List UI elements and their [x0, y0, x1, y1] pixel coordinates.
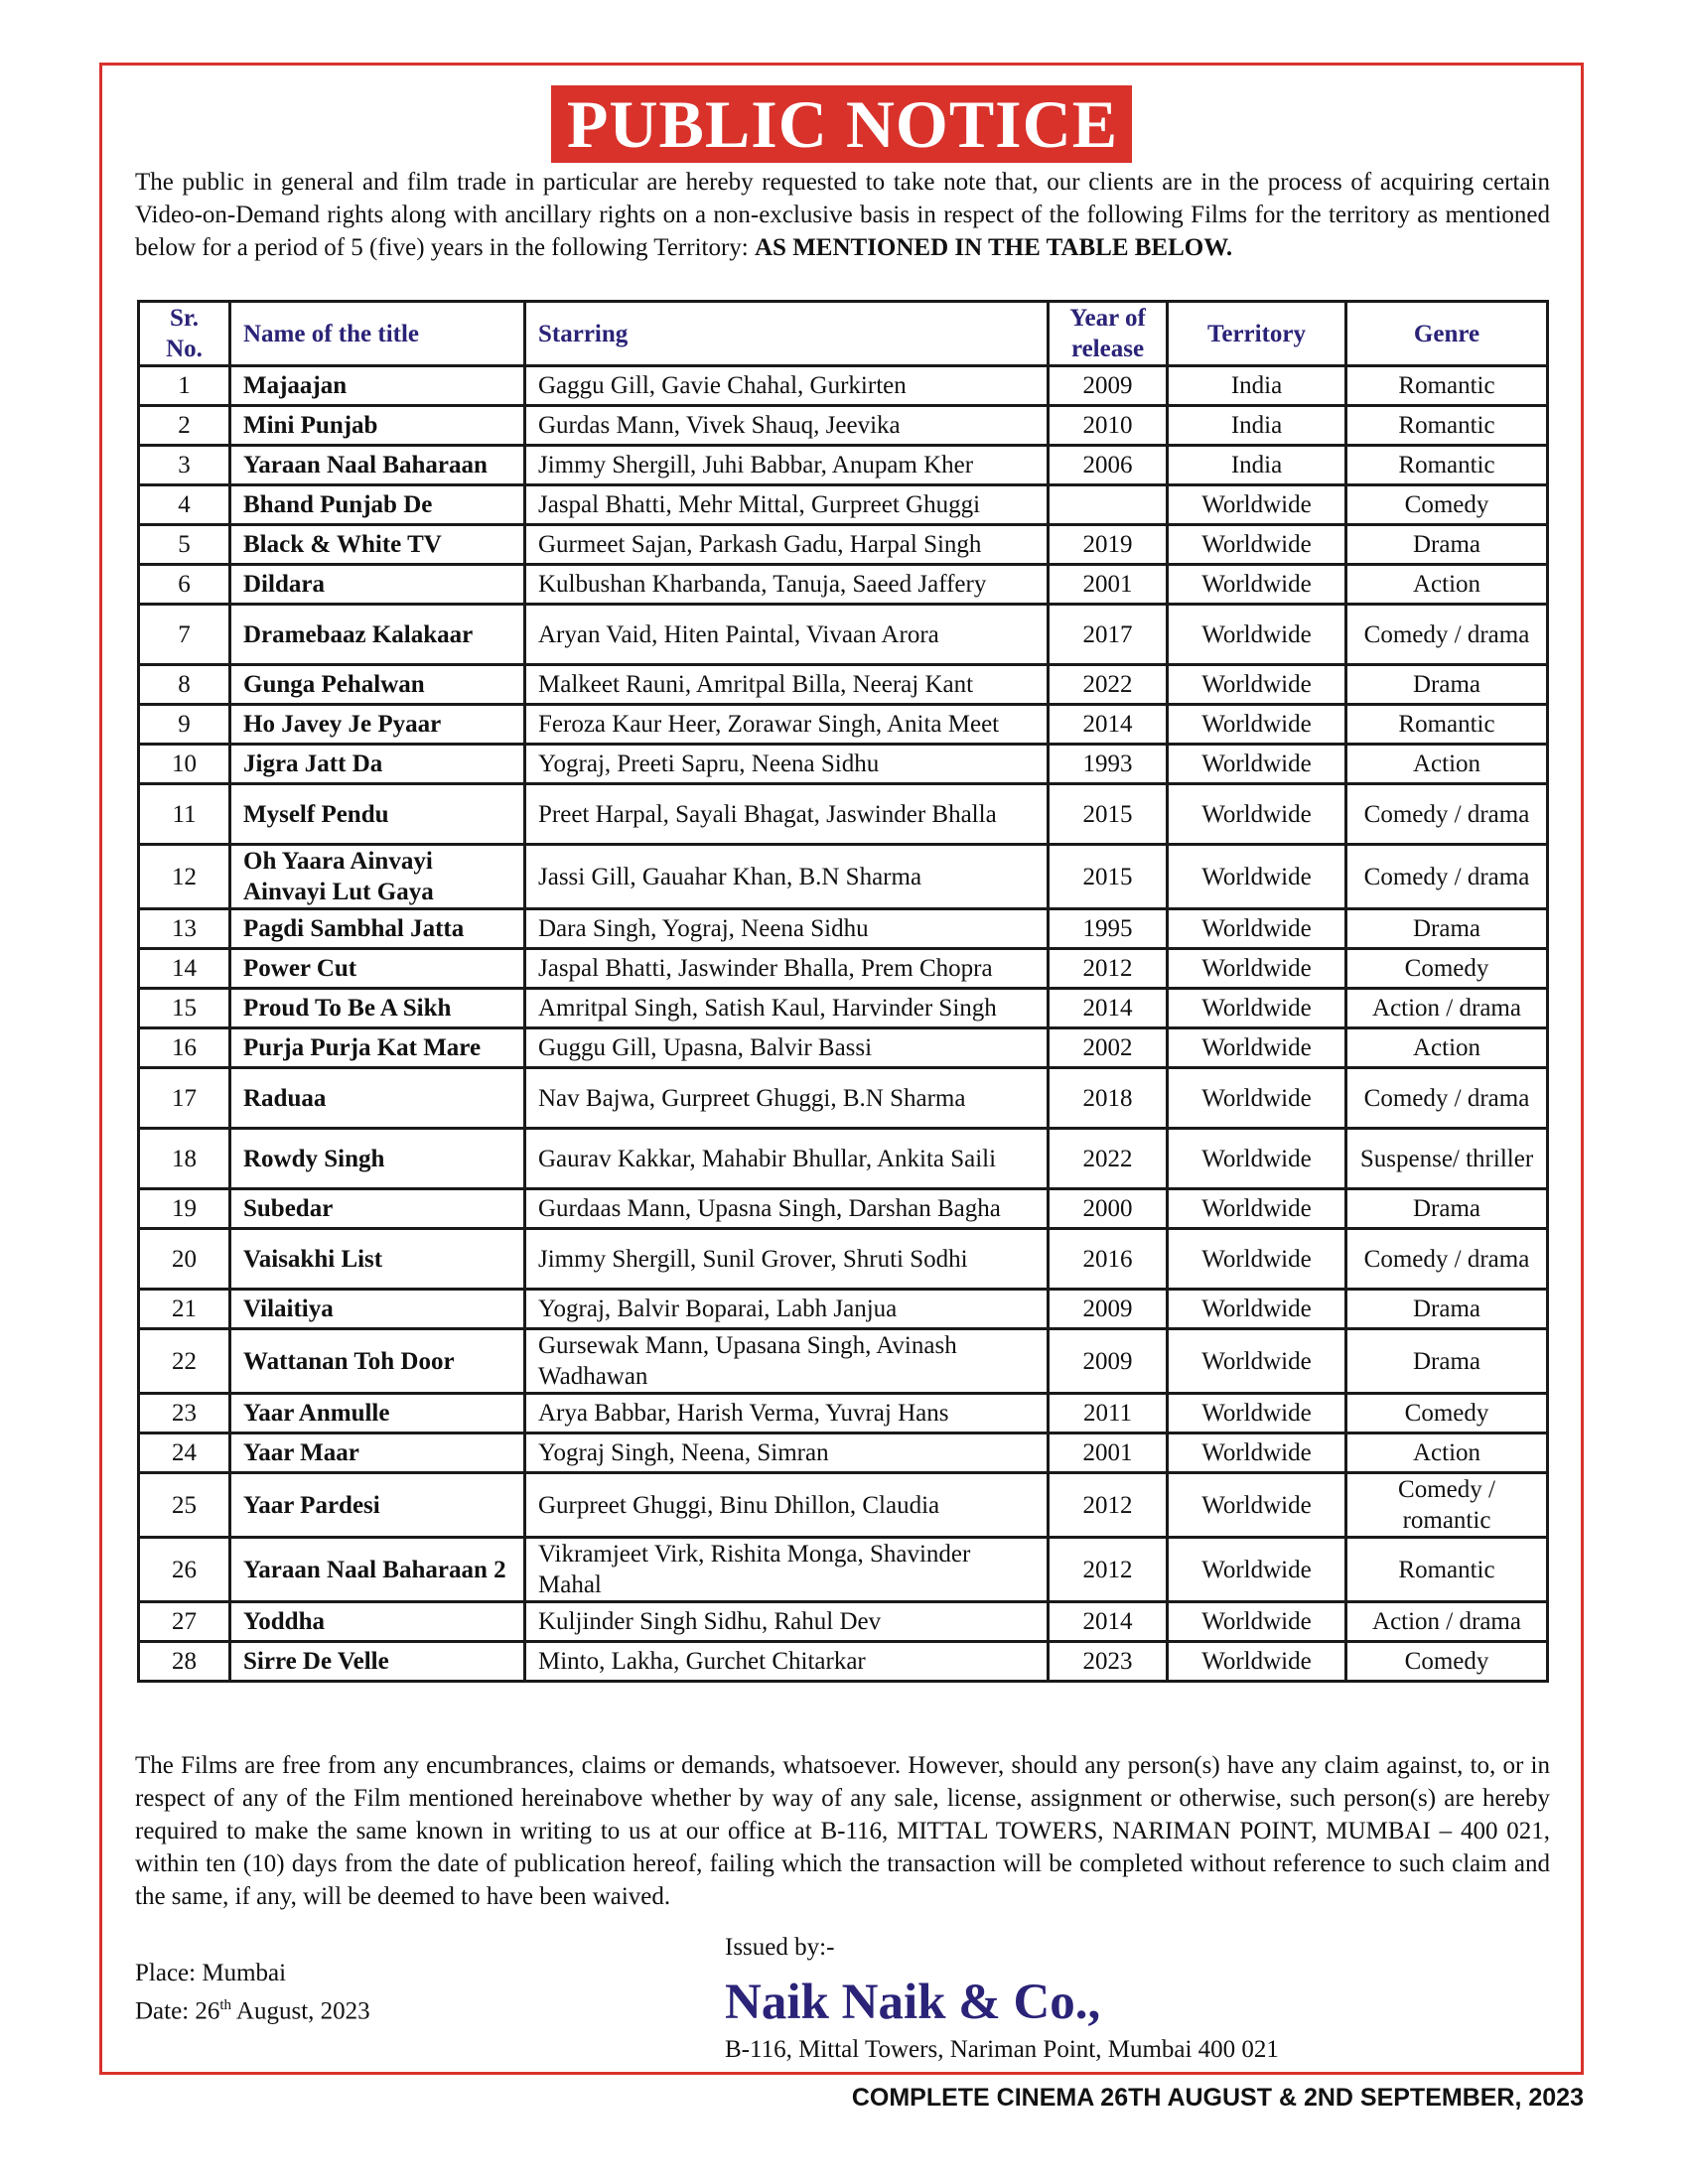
cell-year: 2000 — [1049, 1189, 1168, 1229]
cell-year: 1995 — [1049, 909, 1168, 949]
cell-territory: Worldwide — [1168, 909, 1346, 949]
table-row — [139, 565, 1548, 605]
cell-starring: Jimmy Shergill, Sunil Grover, Shruti Sodhi — [525, 1229, 1049, 1290]
cell-starring: Yograj, Balvir Boparai, Labh Janjua — [525, 1290, 1049, 1329]
cell-territory: Worldwide — [1168, 949, 1346, 989]
cell-starring: Gurdas Mann, Vivek Shauq, Jeevika — [525, 406, 1049, 446]
cell-sr: 1 — [139, 366, 230, 406]
cell-sr: 22 — [139, 1329, 230, 1394]
cell-territory: Worldwide — [1168, 784, 1346, 845]
cell-genre: Drama — [1346, 1329, 1548, 1394]
cell-territory: India — [1168, 406, 1346, 446]
cell-starring: Amritpal Singh, Satish Kaul, Harvinder Singh — [525, 989, 1049, 1028]
cell-sr: 20 — [139, 1229, 230, 1290]
cell-name: Proud To Be A Sikh — [230, 989, 525, 1028]
notice-frame — [99, 63, 1584, 2075]
table-row — [139, 1129, 1548, 1189]
cell-year — [1049, 485, 1168, 525]
cell-year: 2012 — [1049, 1538, 1168, 1602]
cell-territory: Worldwide — [1168, 705, 1346, 745]
intro-paragraph — [135, 166, 1550, 264]
cell-name: Raduaa — [230, 1068, 525, 1129]
table-row — [139, 784, 1548, 845]
table-row — [139, 1068, 1548, 1129]
cell-starring: Minto, Lakha, Gurchet Chitarkar — [525, 1642, 1049, 1682]
cell-starring: Jaspal Bhatti, Mehr Mittal, Gurpreet Ghuggi — [525, 485, 1049, 525]
table-row — [139, 406, 1548, 446]
cell-name: Yoddha — [230, 1602, 525, 1642]
title-wrap — [102, 85, 1581, 163]
cell-year: 2015 — [1049, 845, 1168, 909]
cell-starring: Jassi Gill, Gauahar Khan, B.N Sharma — [525, 845, 1049, 909]
cell-starring: Nav Bajwa, Gurpreet Ghuggi, B.N Sharma — [525, 1068, 1049, 1129]
cell-starring: Gurdaas Mann, Upasna Singh, Darshan Bagha — [525, 1189, 1049, 1229]
cell-name: Power Cut — [230, 949, 525, 989]
cell-genre: Romantic — [1346, 705, 1548, 745]
date-prefix: Date: 26 — [135, 1997, 220, 2025]
cell-territory: India — [1168, 446, 1346, 485]
date-text — [135, 1989, 370, 2027]
cell-starring: Kuljinder Singh Sidhu, Rahul Dev — [525, 1602, 1049, 1642]
cell-name: Black & White TV — [230, 525, 525, 565]
cell-year: 2022 — [1049, 1129, 1168, 1189]
cell-genre: Romantic — [1346, 1538, 1548, 1602]
cell-sr: 19 — [139, 1189, 230, 1229]
cell-year: 2019 — [1049, 525, 1168, 565]
cell-territory: Worldwide — [1168, 1229, 1346, 1290]
cell-genre: Comedy / drama — [1346, 605, 1548, 665]
cell-starring: Aryan Vaid, Hiten Paintal, Vivaan Arora — [525, 605, 1049, 665]
cell-starring: Jimmy Shergill, Juhi Babbar, Anupam Kher — [525, 446, 1049, 485]
table-row — [139, 605, 1548, 665]
table-row — [139, 1394, 1548, 1433]
table-row — [139, 1229, 1548, 1290]
cell-year: 2014 — [1049, 1602, 1168, 1642]
header-year: Year of release — [1049, 302, 1168, 366]
cell-name: Bhand Punjab De — [230, 485, 525, 525]
table-header-row — [139, 302, 1548, 366]
table-row — [139, 525, 1548, 565]
cell-starring: Dara Singh, Yograj, Neena Sidhu — [525, 909, 1049, 949]
cell-year: 2012 — [1049, 1473, 1168, 1538]
cell-starring: Yograj, Preeti Sapru, Neena Sidhu — [525, 745, 1049, 784]
table-row — [139, 1602, 1548, 1642]
cell-sr: 12 — [139, 845, 230, 909]
cell-sr: 8 — [139, 665, 230, 705]
cell-genre: Romantic — [1346, 366, 1548, 406]
cell-name: Vaisakhi List — [230, 1229, 525, 1290]
cell-genre: Comedy / drama — [1346, 784, 1548, 845]
table-row — [139, 1329, 1548, 1394]
cell-name: Yaar Pardesi — [230, 1473, 525, 1538]
cell-genre: Action — [1346, 1433, 1548, 1473]
table-row — [139, 1473, 1548, 1538]
cell-territory: Worldwide — [1168, 565, 1346, 605]
outro-paragraph: The Films are free from any encumbrances, claims or demands, whatsoever. However, should any person(s) have any claim against, to, or in respect of any of the Film mentioned hereinabove whether by way of any sale, license, assignment or otherwise, such person(s) are hereby required to make the same known in writing to us at our office at B-116, MITTAL TOWERS, NARIMAN POINT, MUMBAI – 400 021, within ten (10) days from the date of publication hereof, failing which the transaction will be completed without reference to such claim and the same, if any, will be deemed to have been waived. — [135, 1752, 1550, 1910]
cell-territory: Worldwide — [1168, 1329, 1346, 1394]
cell-genre: Comedy — [1346, 485, 1548, 525]
cell-genre: Drama — [1346, 1290, 1548, 1329]
table-row — [139, 665, 1548, 705]
cell-genre: Romantic — [1346, 406, 1548, 446]
cell-year: 2014 — [1049, 989, 1168, 1028]
cell-sr: 3 — [139, 446, 230, 485]
table-row — [139, 949, 1548, 989]
cell-year: 1993 — [1049, 745, 1168, 784]
intro-text: The public in general and film trade in particular are hereby requested to take note that, our clients are in the process of acquiring certain Video-on-Demand rights along with ancillary rights on a non-exclusive basis in respect of the following Films for the territory as mentioned below for a period of 5 (five) years in the following Territory: — [135, 169, 1550, 261]
table-row — [139, 366, 1548, 406]
cell-genre: Comedy / drama — [1346, 845, 1548, 909]
cell-territory: Worldwide — [1168, 1068, 1346, 1129]
table-row — [139, 485, 1548, 525]
cell-sr: 5 — [139, 525, 230, 565]
header-sr: Sr. No. — [139, 302, 230, 366]
cell-territory: Worldwide — [1168, 1394, 1346, 1433]
cell-genre: Comedy / drama — [1346, 1068, 1548, 1129]
cell-starring: Arya Babbar, Harish Verma, Yuvraj Hans — [525, 1394, 1049, 1433]
firm-name: Naik Naik & Co., — [725, 1975, 1101, 2030]
table-row — [139, 989, 1548, 1028]
header-territory: Territory — [1168, 302, 1346, 366]
cell-genre: Comedy / romantic — [1346, 1473, 1548, 1538]
cell-territory: Worldwide — [1168, 1642, 1346, 1682]
cell-sr: 18 — [139, 1129, 230, 1189]
films-table — [137, 300, 1549, 1683]
cell-territory: Worldwide — [1168, 1602, 1346, 1642]
cell-starring: Preet Harpal, Sayali Bhagat, Jaswinder Bhalla — [525, 784, 1049, 845]
cell-genre: Drama — [1346, 1189, 1548, 1229]
cell-sr: 24 — [139, 1433, 230, 1473]
table-row — [139, 909, 1548, 949]
cell-genre: Drama — [1346, 909, 1548, 949]
cell-starring: Yograj Singh, Neena, Simran — [525, 1433, 1049, 1473]
cell-territory: Worldwide — [1168, 485, 1346, 525]
cell-territory: Worldwide — [1168, 1538, 1346, 1602]
cell-territory: Worldwide — [1168, 1290, 1346, 1329]
cell-year: 2012 — [1049, 949, 1168, 989]
cell-sr: 23 — [139, 1394, 230, 1433]
cell-name: Yaar Maar — [230, 1433, 525, 1473]
publication-footer: COMPLETE CINEMA 26TH AUGUST & 2ND SEPTEMBER, 2023 — [851, 2084, 1584, 2112]
header-genre: Genre — [1346, 302, 1548, 366]
cell-year: 2014 — [1049, 705, 1168, 745]
cell-name: Sirre De Velle — [230, 1642, 525, 1682]
cell-genre: Action — [1346, 1028, 1548, 1068]
cell-name: Wattanan Toh Door — [230, 1329, 525, 1394]
cell-year: 2002 — [1049, 1028, 1168, 1068]
cell-sr: 2 — [139, 406, 230, 446]
cell-sr: 21 — [139, 1290, 230, 1329]
cell-name: Dildara — [230, 565, 525, 605]
cell-territory: Worldwide — [1168, 1433, 1346, 1473]
cell-territory: Worldwide — [1168, 845, 1346, 909]
cell-sr: 7 — [139, 605, 230, 665]
cell-territory: Worldwide — [1168, 1473, 1346, 1538]
cell-sr: 16 — [139, 1028, 230, 1068]
cell-sr: 14 — [139, 949, 230, 989]
cell-name: Subedar — [230, 1189, 525, 1229]
cell-sr: 17 — [139, 1068, 230, 1129]
cell-genre: Comedy / drama — [1346, 1229, 1548, 1290]
cell-name: Rowdy Singh — [230, 1129, 525, 1189]
cell-name: Dramebaaz Kalakaar — [230, 605, 525, 665]
cell-genre: Action — [1346, 565, 1548, 605]
cell-year: 2009 — [1049, 366, 1168, 406]
cell-sr: 11 — [139, 784, 230, 845]
cell-sr: 10 — [139, 745, 230, 784]
header-name: Name of the title — [230, 302, 525, 366]
cell-year: 2015 — [1049, 784, 1168, 845]
cell-starring: Kulbushan Kharbanda, Tanuja, Saeed Jaffery — [525, 565, 1049, 605]
cell-name: Yaar Anmulle — [230, 1394, 525, 1433]
cell-year: 2006 — [1049, 446, 1168, 485]
table-row — [139, 446, 1548, 485]
cell-sr: 28 — [139, 1642, 230, 1682]
table-row — [139, 1642, 1548, 1682]
cell-sr: 9 — [139, 705, 230, 745]
table-row — [139, 1290, 1548, 1329]
place-date-block — [135, 1957, 370, 2027]
cell-territory: India — [1168, 366, 1346, 406]
cell-name: Yaraan Naal Baharaan — [230, 446, 525, 485]
cell-sr: 4 — [139, 485, 230, 525]
cell-genre: Action / drama — [1346, 989, 1548, 1028]
cell-starring: Gurmeet Sajan, Parkash Gadu, Harpal Singh — [525, 525, 1049, 565]
cell-name: Majaajan — [230, 366, 525, 406]
cell-territory: Worldwide — [1168, 665, 1346, 705]
cell-sr: 26 — [139, 1538, 230, 1602]
page-title: PUBLIC NOTICE — [551, 85, 1132, 163]
cell-name: Oh Yaara Ainvayi Ainvayi Lut Gaya — [230, 845, 525, 909]
cell-starring: Vikramjeet Virk, Rishita Monga, Shavinder Mahal — [525, 1538, 1049, 1602]
table-row — [139, 1433, 1548, 1473]
date-suffix: August, 2023 — [231, 1997, 370, 2025]
cell-starring: Gurpreet Ghuggi, Binu Dhillon, Claudia — [525, 1473, 1049, 1538]
table-row — [139, 1538, 1548, 1602]
cell-genre: Action — [1346, 745, 1548, 784]
cell-territory: Worldwide — [1168, 745, 1346, 784]
cell-name: Jigra Jatt Da — [230, 745, 525, 784]
cell-name: Purja Purja Kat Mare — [230, 1028, 525, 1068]
cell-genre: Action / drama — [1346, 1602, 1548, 1642]
header-starring: Starring — [525, 302, 1049, 366]
table-row — [139, 1189, 1548, 1229]
cell-starring: Gursewak Mann, Upasana Singh, Avinash Wadhawan — [525, 1329, 1049, 1394]
cell-genre: Suspense/ thriller — [1346, 1129, 1548, 1189]
table-row — [139, 745, 1548, 784]
cell-name: Ho Javey Je Pyaar — [230, 705, 525, 745]
cell-genre: Comedy — [1346, 1642, 1548, 1682]
cell-name: Mini Punjab — [230, 406, 525, 446]
cell-territory: Worldwide — [1168, 989, 1346, 1028]
cell-sr: 6 — [139, 565, 230, 605]
cell-genre: Drama — [1346, 525, 1548, 565]
cell-sr: 25 — [139, 1473, 230, 1538]
table-row — [139, 845, 1548, 909]
cell-name: Myself Pendu — [230, 784, 525, 845]
cell-territory: Worldwide — [1168, 1129, 1346, 1189]
cell-name: Gunga Pehalwan — [230, 665, 525, 705]
cell-starring: Guggu Gill, Upasna, Balvir Bassi — [525, 1028, 1049, 1068]
cell-starring: Jaspal Bhatti, Jaswinder Bhalla, Prem Chopra — [525, 949, 1049, 989]
table-row — [139, 705, 1548, 745]
cell-genre: Comedy — [1346, 1394, 1548, 1433]
cell-year: 2001 — [1049, 1433, 1168, 1473]
cell-year: 2023 — [1049, 1642, 1168, 1682]
cell-name: Pagdi Sambhal Jatta — [230, 909, 525, 949]
issued-by-label: Issued by:- — [725, 1934, 835, 1961]
cell-territory: Worldwide — [1168, 1028, 1346, 1068]
cell-name: Yaraan Naal Baharaan 2 — [230, 1538, 525, 1602]
cell-starring: Gaggu Gill, Gavie Chahal, Gurkirten — [525, 366, 1049, 406]
cell-starring: Gaurav Kakkar, Mahabir Bhullar, Ankita Saili — [525, 1129, 1049, 1189]
cell-starring: Feroza Kaur Heer, Zorawar Singh, Anita Meet — [525, 705, 1049, 745]
cell-genre: Romantic — [1346, 446, 1548, 485]
cell-sr: 13 — [139, 909, 230, 949]
cell-territory: Worldwide — [1168, 525, 1346, 565]
cell-year: 2016 — [1049, 1229, 1168, 1290]
cell-genre: Drama — [1346, 665, 1548, 705]
date-sup: th — [219, 1997, 232, 2013]
cell-territory: Worldwide — [1168, 1189, 1346, 1229]
cell-year: 2018 — [1049, 1068, 1168, 1129]
cell-year: 2011 — [1049, 1394, 1168, 1433]
firm-address: B-116, Mittal Towers, Nariman Point, Mumbai 400 021 — [725, 2036, 1279, 2063]
cell-name: Vilaitiya — [230, 1290, 525, 1329]
intro-bold-text: AS MENTIONED IN THE TABLE BELOW. — [755, 234, 1233, 261]
cell-year: 2009 — [1049, 1290, 1168, 1329]
cell-sr: 27 — [139, 1602, 230, 1642]
cell-territory: Worldwide — [1168, 605, 1346, 665]
place-text: Place: Mumbai — [135, 1960, 287, 1986]
cell-sr: 15 — [139, 989, 230, 1028]
cell-year: 2010 — [1049, 406, 1168, 446]
cell-year: 2001 — [1049, 565, 1168, 605]
cell-starring: Malkeet Rauni, Amritpal Billa, Neeraj Kant — [525, 665, 1049, 705]
table-row — [139, 1028, 1548, 1068]
cell-year: 2009 — [1049, 1329, 1168, 1394]
cell-genre: Comedy — [1346, 949, 1548, 989]
cell-year: 2017 — [1049, 605, 1168, 665]
cell-year: 2022 — [1049, 665, 1168, 705]
